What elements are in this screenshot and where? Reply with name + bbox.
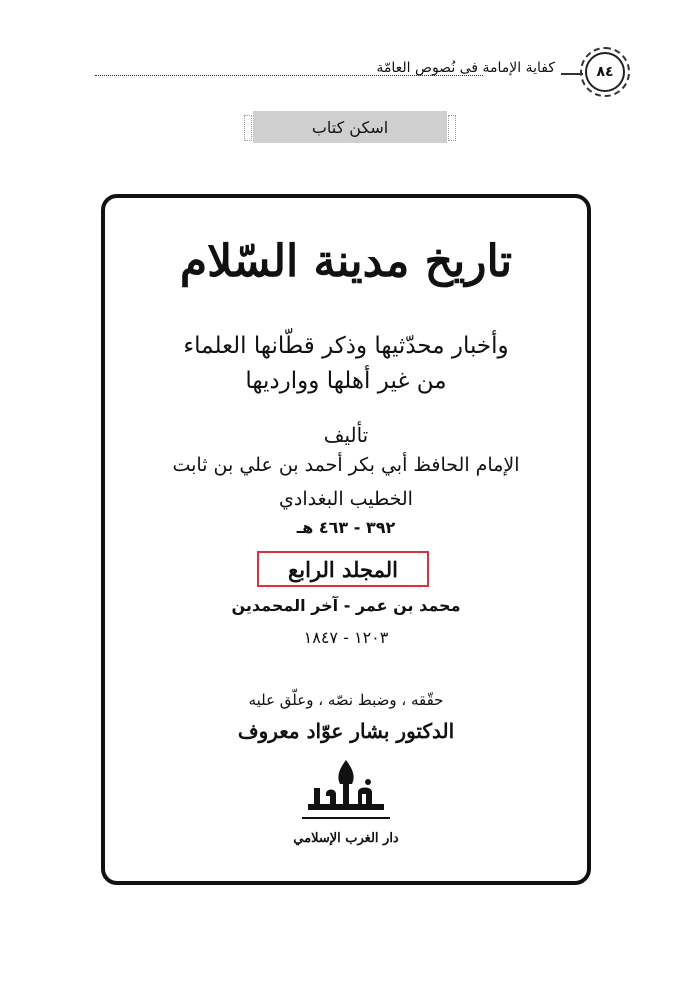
publisher-logo-icon xyxy=(300,758,392,826)
entry-number-range: ١٢٠٣ - ١٨٤٧ xyxy=(303,628,389,647)
page-header xyxy=(95,52,625,92)
page-number-badge: ٨٤ xyxy=(585,52,625,92)
editor-note: حقّقه ، وضبط نصّه ، وعلّق عليه xyxy=(248,691,444,709)
author-years: ٣٩٢ - ٤٦٣ هـ xyxy=(296,518,396,537)
publisher-name: دار الغرب الإسلامي xyxy=(293,831,399,846)
volume-label: المجلد الرابع xyxy=(257,551,429,587)
author-name: الإمام الحافظ أبي بكر أحمد بن علي بن ثابت xyxy=(172,454,520,476)
book-subtitle-line2: من غير أهلها ووارديها xyxy=(245,368,447,394)
book-cover-frame xyxy=(101,194,591,885)
volume-range: محمد بن عمر - آخر المحمدين xyxy=(231,596,461,615)
book-title: تاريخ مدينة السّلام xyxy=(179,236,513,287)
editor-name: الدكتور بشار عوّاد معروف xyxy=(237,719,455,743)
running-header-title: كفاية الإمامة فى نُصوص العامّة xyxy=(376,60,555,76)
scan-label: اسكن كتاب xyxy=(253,111,447,143)
author-title: الخطيب البغدادي xyxy=(279,488,413,510)
authored-by-label: تأليف xyxy=(323,423,369,447)
book-subtitle-line1: وأخبار محدّثيها وذكر قطّانها العلماء xyxy=(183,333,509,359)
